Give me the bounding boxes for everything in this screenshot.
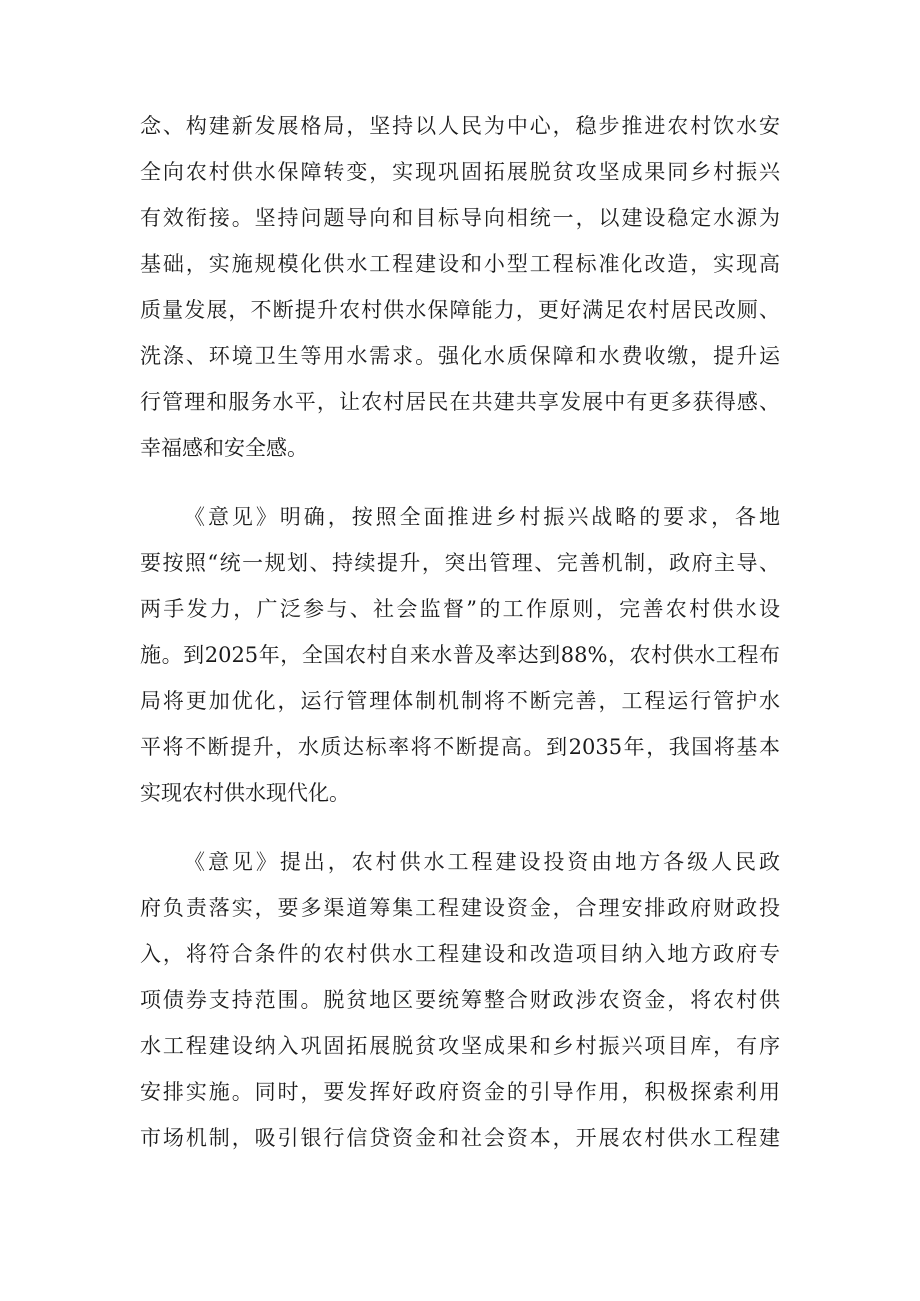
paragraph-3-line-5: 水工程建设纳入巩固拓展脱贫攻坚成果和乡村振兴项目库，有序 xyxy=(140,1034,780,1058)
paragraph-2-line-6: 平将不断提升，水质达标率将不断提高。到2035年，我国将基本 xyxy=(140,735,780,759)
paragraph-3-line-4: 项债券支持范围。脱贫地区要统筹整合财政涉农资金，将农村供 xyxy=(140,988,780,1012)
paragraph-2-line-2: 要按照“统一规划、持续提升，突出管理、完善机制，政府主导、 xyxy=(140,551,780,575)
paragraph-2-line-5: 局将更加优化，运行管理体制机制将不断完善，工程运行管护水 xyxy=(140,689,780,713)
paragraph-1-line-5: 质量发展，不断提升农村供水保障能力，更好满足农村居民改厕、 xyxy=(140,298,780,322)
paragraph-3-line-3: 入，将符合条件的农村供水工程建设和改造项目纳入地方政府专 xyxy=(140,942,780,966)
paragraph-3-line-7: 市场机制，吸引银行信贷资金和社会资本，开展农村供水工程建 xyxy=(140,1126,780,1150)
paragraph-2-line-3: 两手发力，广泛参与、社会监督”的工作原则，完善农村供水设 xyxy=(140,597,780,621)
paragraph-2-line-4: 施。到2025年，全国农村自来水普及率达到88%，农村供水工程布 xyxy=(140,643,780,667)
paragraph-1-line-4: 基础，实施规模化供水工程建设和小型工程标准化改造，实现高 xyxy=(140,252,780,276)
paragraph-1-line-7: 行管理和服务水平，让农村居民在共建共享发展中有更多获得感、 xyxy=(140,390,780,414)
paragraph-1-line-2: 全向农村供水保障转变，实现巩固拓展脱贫攻坚成果同乡村振兴 xyxy=(140,160,780,184)
paragraph-2-line-1: 《意见》明确，按照全面推进乡村振兴战略的要求，各地 xyxy=(184,505,780,529)
paragraph-3-line-6: 安排实施。同时，要发挥好政府资金的引导作用，积极探索利用 xyxy=(140,1080,780,1104)
paragraph-3-line-2: 府负责落实，要多渠道筹集工程建设资金，合理安排政府财政投 xyxy=(140,896,780,920)
paragraph-1-line-3: 有效衔接。坚持问题导向和目标导向相统一，以建设稳定水源为 xyxy=(140,206,780,230)
paragraph-1-line-8: 幸福感和安全感。 xyxy=(140,436,308,460)
paragraph-3-line-1: 《意见》提出，农村供水工程建设投资由地方各级人民政 xyxy=(184,850,780,874)
paragraph-1-line-1: 念、构建新发展格局，坚持以人民为中心，稳步推进农村饮水安 xyxy=(140,114,780,138)
paragraph-2-line-7: 实现农村供水现代化。 xyxy=(140,781,350,805)
paragraph-1-line-6: 洗涤、环境卫生等用水需求。强化水质保障和水费收缴，提升运 xyxy=(140,344,780,368)
